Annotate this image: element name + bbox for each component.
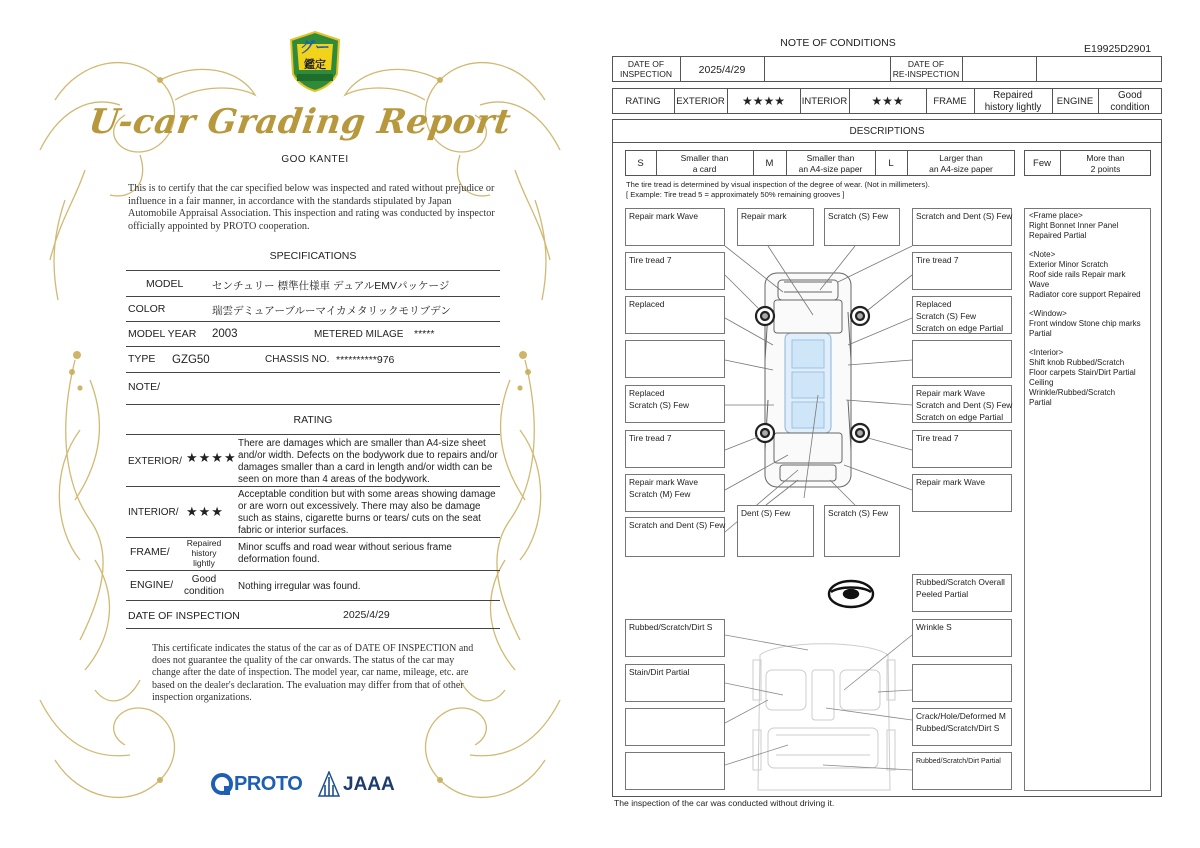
interior-stars: ★★★ (186, 504, 224, 519)
interior-note-box (625, 708, 725, 746)
exterior-note-box (824, 208, 900, 246)
exterior-note-text: Scratch (S) Few (828, 508, 889, 518)
frame-label: FRAME (933, 96, 967, 107)
window-line: Front window Stone chip marks (1029, 319, 1141, 328)
engine-value-line-2: condition (1110, 102, 1150, 113)
interior-note-box (912, 708, 1012, 746)
interior-note-text: Crack/Hole/Deformed M (916, 711, 1006, 721)
exterior-note-box (625, 208, 725, 246)
exterior-note-box (625, 252, 725, 290)
divider (126, 570, 500, 571)
reinspection-label-line-1: DATE OF (907, 59, 945, 69)
doi-label-line-2: INSPECTION (620, 69, 672, 79)
doi-value: 2025/4/29 (343, 609, 390, 621)
model-label: MODEL (146, 278, 184, 290)
type-value: GZG50 (172, 354, 210, 366)
notes-panel (1024, 208, 1151, 791)
descriptions-heading: DESCRIPTIONS (849, 126, 925, 137)
exterior-note-box (625, 296, 725, 334)
interior-heading: <Interior> (1029, 348, 1064, 357)
exterior-note-text: Replaced (629, 299, 665, 309)
exterior-note-text: Repair mark Wave (629, 477, 699, 487)
doi-value: 2025/4/29 (698, 64, 746, 76)
legend-m-desc-1: Smaller than (806, 153, 855, 163)
interior-note-box (625, 752, 725, 790)
note-heading: <Note> (1029, 250, 1056, 259)
interior-note-box (912, 664, 1012, 702)
frame-value-line-3: lightly (193, 558, 215, 568)
exterior-note-box (824, 505, 900, 557)
interior-note-text: Rubbed/Scratch/Dirt S (629, 622, 713, 632)
proto-logo-text: PROTO (234, 773, 303, 795)
exterior-note-text: Dent (S) Few (741, 508, 791, 518)
frame-value-line-1: Repaired (993, 90, 1033, 101)
exterior-note-text: Scratch (S) Few (916, 311, 977, 321)
divider (126, 372, 500, 373)
reinspection-label-line-2: RE-INSPECTION (892, 69, 960, 79)
legend-m-desc-2: an A4-size paper (798, 164, 863, 174)
divider (126, 486, 500, 487)
engine-value-line-1: Good (1118, 90, 1142, 101)
exterior-note-box (912, 296, 1012, 334)
engine-value-line-2: condition (183, 586, 225, 597)
specifications-heading: SPECIFICATIONS (269, 250, 357, 262)
exterior-stars: ★★★★ (186, 450, 237, 465)
interior-note-text: Rubbed/Scratch/Dirt S (916, 723, 1000, 733)
exterior-note-text: Repair mark Wave (629, 211, 699, 221)
exterior-note-text: Tire tread 7 (629, 255, 672, 265)
interior-stars: ★★★ (871, 94, 904, 108)
certificate-footer: This certificate indicates the status of the car as of DATE OF INSPECTION and does not guarantee the quality of the car onwards. The status of the car may change after the date of inspection. The model year, car name, mileage, etc. are based on the dealer's declaration. The evaluation may differ from that of other inspection organizations. (152, 643, 474, 703)
legend-few: Few (1033, 158, 1051, 169)
interior-note-text: Peeled Partial (916, 589, 969, 599)
badge-top-text: グー (299, 39, 330, 56)
divider (126, 628, 500, 629)
badge-main-text: 鑑定 (304, 59, 326, 71)
exterior-note-text: Scratch (S) Few (828, 211, 889, 221)
exterior-note-box (912, 252, 1012, 290)
chassis-value: **********976 (336, 354, 395, 366)
steering-wheel-icon (829, 581, 873, 607)
interior-note-text: Rubbed/Scratch Overall (916, 577, 1005, 587)
window-line: Partial (1029, 329, 1052, 338)
divider (126, 404, 500, 405)
logo-bar (210, 770, 400, 800)
note-line: Radiator core support Repaired (1029, 290, 1141, 299)
frame-place-line: Right Bonnet Inner Panel (1029, 221, 1119, 230)
tread-note-2: [ Example: Tire tread 5 = approximately 50% remaining grooves ] (626, 190, 845, 199)
legend-s-desc-1: Smaller than (680, 153, 729, 163)
engine-description: Nothing irregular was found. (238, 581, 361, 592)
exterior-note-box (625, 430, 725, 468)
rating-heading: RATING (293, 414, 333, 426)
exterior-note-box (737, 208, 814, 246)
exterior-note-text: Tire tread 7 (916, 255, 959, 265)
legend-few-desc-1: More than (1086, 153, 1125, 163)
interior-note-box (912, 752, 1012, 790)
divider (126, 346, 500, 347)
divider (126, 270, 500, 271)
exterior-note-text: Scratch and Dent (S) Few (916, 400, 1013, 410)
interior-note-text: Stain/Dirt Partial (629, 667, 690, 677)
exterior-note-text: Tire tread 7 (916, 433, 959, 443)
rating-label: RATING (625, 96, 661, 107)
doi-label-line-1: DATE OF (627, 59, 665, 69)
reference-number: E19925D2901 (1084, 43, 1152, 55)
interior-note-box (625, 664, 725, 702)
exterior-note-text: Scratch (M) Few (629, 489, 691, 499)
type-label: TYPE (128, 353, 156, 365)
frame-place-heading: <Frame place> (1029, 211, 1083, 220)
frame-value-line-1: Repaired (186, 538, 222, 548)
interior-line: Partial (1029, 398, 1052, 407)
legend-l-desc-2: an A4-size paper (929, 164, 993, 174)
exterior-note-text: Scratch on edge Partial (916, 323, 1004, 333)
exterior-note-text: Replaced (629, 388, 665, 398)
interior-note-text: Rubbed/Scratch/Dirt Partial (916, 758, 1001, 765)
note-of-conditions (608, 0, 1168, 848)
divider (126, 321, 500, 322)
note-line: Roof side rails Repair mark (1029, 270, 1126, 279)
exterior-note-box (625, 385, 725, 423)
inspection-footer: The inspection of the car was conducted without driving it. (614, 798, 835, 808)
engine-label: ENGINE (1056, 96, 1094, 107)
interior-line: Shift knob Rubbed/Scratch (1029, 358, 1125, 367)
exterior-note-box (912, 474, 1012, 512)
window-heading: <Window> (1029, 309, 1067, 318)
color-value: 瑞雲デミュアーブルーマイカメタリックモリブデン (212, 305, 451, 317)
exterior-note-box (737, 505, 814, 557)
tread-note-1: The tire tread is determined by visual inspection of the degree of wear. (Not in millimeters). (626, 180, 930, 189)
exterior-note-box (625, 474, 725, 512)
frame-value-line-2: history lightly (984, 102, 1042, 113)
car-top-view (765, 273, 851, 487)
jaaa-logo-icon (318, 771, 340, 797)
frame-place-line: Repaired Partial (1029, 231, 1087, 240)
certificate-title: U-car Grading Report (86, 102, 514, 142)
certificate-subtitle: GOO KANTEI (281, 154, 349, 165)
interior-note-box (625, 619, 725, 657)
conditions-title: NOTE OF CONDITIONS (780, 37, 896, 49)
exterior-description: There are damages which are smaller than A4-size sheet and/or width. Defects on the bodywork due to repairs and/or damages smaller than a card in length and/or width can be seen on more than 4 areas of the bodywork. (238, 438, 498, 485)
exterior-note-text: Repair mark Wave (916, 477, 986, 487)
exterior-note-text: Scratch on edge Partial (916, 412, 1004, 422)
interior-line: Floor carpets Stain/Dirt Partial (1029, 368, 1136, 377)
legend-s-desc-2: a card (692, 164, 717, 174)
certificate-intro: This is to certify that the car specified below was inspected and rated without prejudice or influence in a fair manner, in accordance with the standards stipulated by Japan Automobile Appraisal Association. This inspection and rating was conducted by inspector officially appointed by PROTO cooperation. (128, 183, 495, 232)
divider (126, 434, 500, 435)
model-value: センチュリー 標準仕様車 デュアルEMVパッケージ (212, 280, 450, 292)
color-label: COLOR (128, 303, 166, 315)
exterior-note-box (912, 385, 1012, 423)
exterior-note-text: Replaced (916, 299, 952, 309)
note-line: Exterior Minor Scratch (1029, 260, 1109, 269)
frame-value-line-2: history (191, 548, 217, 558)
exterior-note-text: Repair mark (741, 211, 787, 221)
chassis-label: CHASSIS NO. (265, 354, 330, 365)
note-label: NOTE/ (128, 381, 161, 393)
jaaa-logo-text: JAAA (343, 774, 395, 795)
legend-l-desc-1: Larger than (939, 153, 983, 163)
interior-description: Acceptable condition but with some areas showing damage or are worn out excessively. There may also be damage such as stains, cigarette burns or tears/ cuts on the seat fabric or interior surfaces. (238, 489, 496, 536)
divider (126, 600, 500, 601)
exterior-note-text: Repair mark Wave (916, 388, 986, 398)
interior-note-text: Wrinkle S (916, 622, 952, 632)
doi-label: DATE OF INSPECTION (128, 610, 240, 622)
exterior-note-box (625, 517, 725, 557)
interior-line: Wrinkle/Rubbed/Scratch (1029, 388, 1116, 397)
divider (126, 296, 500, 297)
interior-label: INTERIOR (801, 96, 848, 107)
legend-s: S (637, 158, 644, 169)
exterior-stars: ★★★★ (741, 94, 786, 108)
note-line: Wave (1029, 280, 1050, 289)
exterior-note-text: Scratch and Dent (S) Few (916, 211, 1013, 221)
mileage-value: ***** (414, 328, 435, 340)
exterior-label: EXTERIOR/ (128, 456, 182, 467)
exterior-note-box (912, 430, 1012, 468)
interior-line: Ceiling (1029, 378, 1054, 387)
interior-note-box (912, 619, 1012, 657)
legend-few-desc-2: 2 points (1090, 164, 1121, 174)
exterior-note-box (912, 208, 1012, 246)
exterior-note-text: Scratch (S) Few (629, 400, 690, 410)
interior-label: INTERIOR/ (128, 507, 179, 518)
legend-l: L (888, 158, 894, 169)
exterior-label: EXTERIOR (676, 96, 725, 107)
frame-description: Minor scuffs and road wear without serious frame deformation found. (238, 542, 452, 565)
mileage-label: METERED MILAGE (314, 329, 404, 340)
proto-logo-icon (210, 772, 234, 796)
legend-m: M (765, 158, 774, 169)
engine-label: ENGINE/ (130, 579, 174, 591)
model-year-value: 2003 (212, 328, 238, 340)
exterior-note-box (625, 340, 725, 378)
exterior-note-text: Tire tread 7 (629, 433, 672, 443)
engine-value-line-1: Good (191, 574, 217, 585)
model-year-label: MODEL YEAR (128, 328, 197, 340)
interior-note-box (912, 574, 1012, 612)
frame-label: FRAME/ (130, 546, 170, 558)
exterior-note-box (912, 340, 1012, 378)
exterior-note-text: Scratch and Dent (S) Few (629, 520, 726, 530)
